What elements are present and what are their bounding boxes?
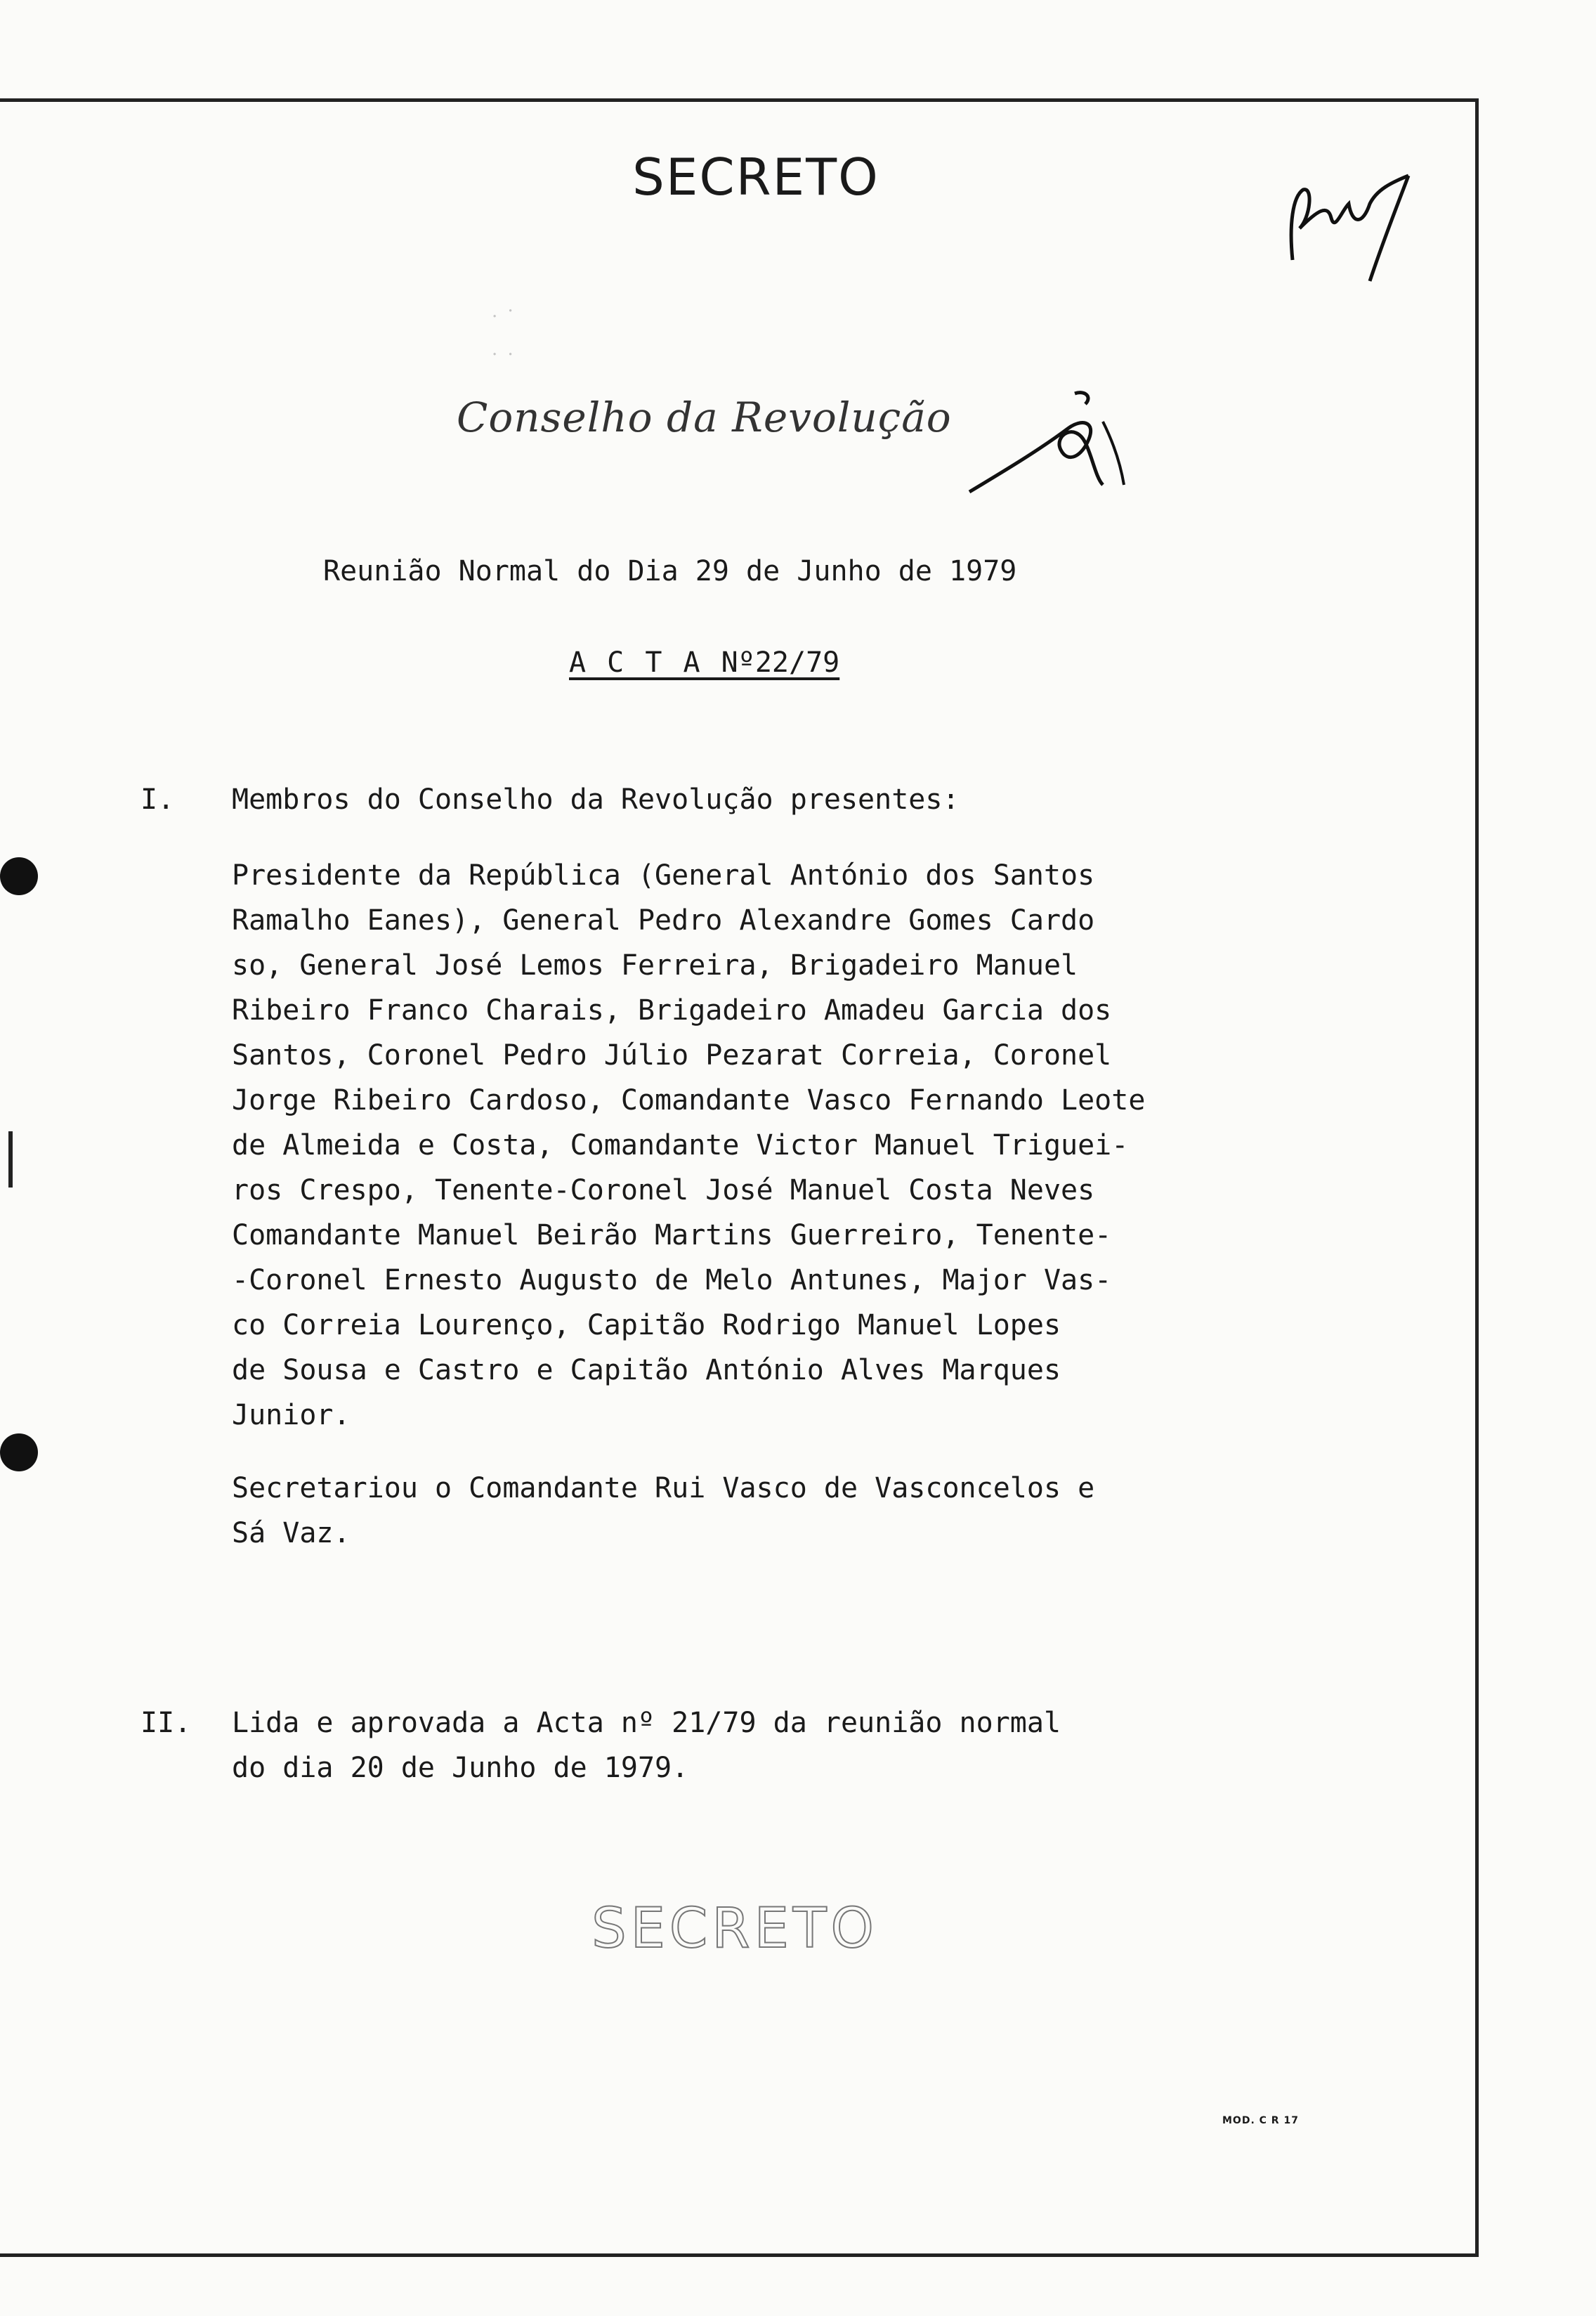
text-line: Lida e aprovada a Acta nº 21/79 da reunião normal xyxy=(232,1707,1061,1739)
text-line: so, General José Lemos Ferreira, Brigadeiro Manuel xyxy=(232,949,1078,982)
handwritten-signature xyxy=(962,379,1131,506)
meeting-title: Reunião Normal do Dia 29 de Junho de 1979 xyxy=(323,555,1017,587)
members-paragraph xyxy=(232,853,1356,1438)
form-model-code: MOD. C R 17 xyxy=(1222,2115,1299,2126)
text-line: do dia 20 de Junho de 1979. xyxy=(232,1752,689,1784)
section-heading: Membros do Conselho da Revolução presentes: xyxy=(232,783,960,816)
text-line: de Sousa e Castro e Capitão António Alves Marques xyxy=(232,1354,1061,1386)
text-line: co Correia Lourenço, Capitão Rodrigo Manuel Lopes xyxy=(232,1309,1061,1341)
text-line: Santos, Coronel Pedro Júlio Pezarat Correia, Coronel xyxy=(232,1039,1112,1072)
text-line: Presidente da República (General António dos Santos xyxy=(232,859,1095,892)
margin-mark xyxy=(8,1131,13,1188)
acta-number: A C T A Nº22/79 xyxy=(569,646,840,679)
punch-hole-bottom xyxy=(0,1433,38,1471)
classification-stamp-top: SECRETO xyxy=(632,148,879,207)
text-line: -Coronel Ernesto Augusto de Melo Antunes, Major Vas- xyxy=(232,1264,1112,1296)
text-line: Sá Vaz. xyxy=(232,1517,351,1549)
text-line: Comandante Manuel Beirão Martins Guerreiro, Tenente- xyxy=(232,1219,1112,1251)
section-number: I. xyxy=(140,783,175,816)
handwritten-initials xyxy=(1278,162,1419,288)
text-line: ros Crespo, Tenente-Coronel José Manuel Costa Neves xyxy=(232,1174,1095,1206)
text-line: de Almeida e Costa, Comandante Victor Manuel Triguei- xyxy=(232,1129,1129,1162)
faint-bleed-mark: · · xyxy=(492,344,516,365)
section-body xyxy=(232,777,1356,1556)
section-number: II. xyxy=(140,1707,192,1739)
letterhead: Conselho da Revolução xyxy=(457,393,952,441)
text-line: Ribeiro Franco Charais, Brigadeiro Amadeu Garcia dos xyxy=(232,994,1112,1027)
classification-stamp-bottom: SECRETO xyxy=(591,1897,878,1960)
secretary-paragraph xyxy=(232,1466,1356,1556)
text-line: Jorge Ribeiro Cardoso, Comandante Vasco Fernando Leote xyxy=(232,1084,1146,1117)
text-line: Secretariou o Comandante Rui Vasco de Vasconcelos e xyxy=(232,1472,1095,1504)
punch-hole-top xyxy=(0,857,38,895)
section-body xyxy=(232,1700,1356,1790)
faint-bleed-mark: . · xyxy=(492,301,516,322)
text-line: Junior. xyxy=(232,1399,351,1431)
text-line: Ramalho Eanes), General Pedro Alexandre Gomes Cardo xyxy=(232,904,1095,937)
